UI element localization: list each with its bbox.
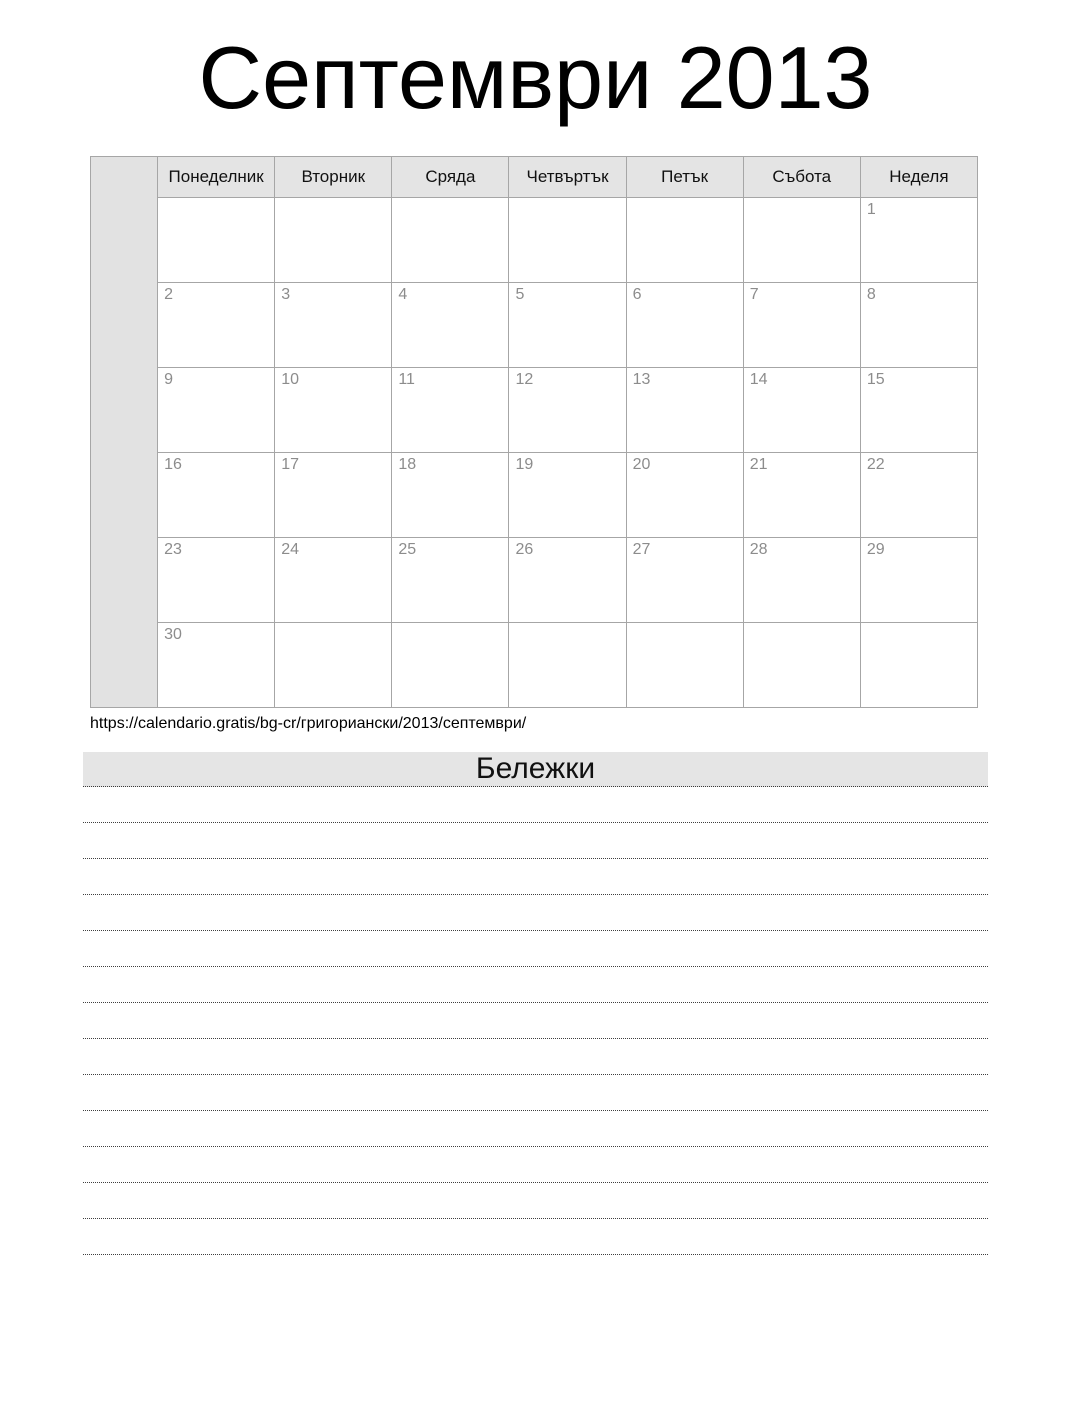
date-cell bbox=[743, 198, 860, 283]
day-header-wednesday: Сряда bbox=[392, 157, 509, 198]
note-line bbox=[83, 931, 988, 967]
date-cell-2: 2 bbox=[158, 283, 275, 368]
day-header-sunday: Неделя bbox=[860, 157, 977, 198]
date-cell-26: 26 bbox=[509, 538, 626, 623]
date-cell-9: 9 bbox=[158, 368, 275, 453]
date-cell-6: 6 bbox=[626, 283, 743, 368]
date-cell bbox=[158, 198, 275, 283]
date-cell-12: 12 bbox=[509, 368, 626, 453]
day-header-thursday: Четвъртък bbox=[509, 157, 626, 198]
note-line bbox=[83, 859, 988, 895]
date-cell-4: 4 bbox=[392, 283, 509, 368]
note-line bbox=[83, 1003, 988, 1039]
date-cell-3: 3 bbox=[275, 283, 392, 368]
note-line bbox=[83, 1111, 988, 1147]
date-cell-16: 16 bbox=[158, 453, 275, 538]
date-cell-28: 28 bbox=[743, 538, 860, 623]
calendar-week-row bbox=[91, 198, 978, 283]
day-header-saturday: Събота bbox=[743, 157, 860, 198]
source-url: https://calendario.gratis/bg-cr/григориански/2013/септември/ bbox=[90, 715, 527, 733]
date-cell-23: 23 bbox=[158, 538, 275, 623]
notes-header bbox=[83, 752, 988, 787]
date-cell bbox=[860, 623, 977, 708]
calendar-header-row bbox=[91, 157, 978, 198]
page-title: Септември 2013 bbox=[198, 28, 873, 127]
notes-title: Бележки bbox=[475, 752, 596, 786]
note-line bbox=[83, 1147, 988, 1183]
calendar-week-row bbox=[91, 538, 978, 623]
date-cell-19: 19 bbox=[509, 453, 626, 538]
date-cell-10: 10 bbox=[275, 368, 392, 453]
date-cell-20: 20 bbox=[626, 453, 743, 538]
note-line bbox=[83, 823, 988, 859]
date-cell-8: 8 bbox=[860, 283, 977, 368]
date-cell-29: 29 bbox=[860, 538, 977, 623]
date-cell-27: 27 bbox=[626, 538, 743, 623]
date-cell bbox=[743, 623, 860, 708]
calendar-week-row bbox=[91, 623, 978, 708]
day-header-friday: Петък bbox=[626, 157, 743, 198]
month-calendar bbox=[90, 156, 978, 708]
date-cell-7: 7 bbox=[743, 283, 860, 368]
date-cell-21: 21 bbox=[743, 453, 860, 538]
date-cell-11: 11 bbox=[392, 368, 509, 453]
day-header-monday: Понеделник bbox=[158, 157, 275, 198]
date-cell bbox=[392, 198, 509, 283]
note-line bbox=[83, 787, 988, 823]
calendar-week-row bbox=[91, 453, 978, 538]
date-cell bbox=[275, 623, 392, 708]
date-cell-15: 15 bbox=[860, 368, 977, 453]
notes-section bbox=[83, 752, 988, 1255]
note-line bbox=[83, 967, 988, 1003]
date-cell bbox=[626, 623, 743, 708]
date-cell-1: 1 bbox=[860, 198, 977, 283]
date-cell-25: 25 bbox=[392, 538, 509, 623]
date-cell bbox=[509, 623, 626, 708]
note-line bbox=[83, 895, 988, 931]
date-cell-30: 30 bbox=[158, 623, 275, 708]
date-cell-22: 22 bbox=[860, 453, 977, 538]
date-cell-17: 17 bbox=[275, 453, 392, 538]
calendar-week-row bbox=[91, 368, 978, 453]
calendar-week-row bbox=[91, 283, 978, 368]
date-cell bbox=[509, 198, 626, 283]
day-header-tuesday: Вторник bbox=[275, 157, 392, 198]
date-cell-24: 24 bbox=[275, 538, 392, 623]
date-cell-14: 14 bbox=[743, 368, 860, 453]
note-line bbox=[83, 1075, 988, 1111]
date-cell-13: 13 bbox=[626, 368, 743, 453]
date-cell-18: 18 bbox=[392, 453, 509, 538]
note-line bbox=[83, 1219, 988, 1255]
date-cell-5: 5 bbox=[509, 283, 626, 368]
date-cell bbox=[392, 623, 509, 708]
note-line bbox=[83, 1183, 988, 1219]
note-line bbox=[83, 1039, 988, 1075]
date-cell bbox=[275, 198, 392, 283]
week-gutter bbox=[91, 157, 158, 708]
date-cell bbox=[626, 198, 743, 283]
